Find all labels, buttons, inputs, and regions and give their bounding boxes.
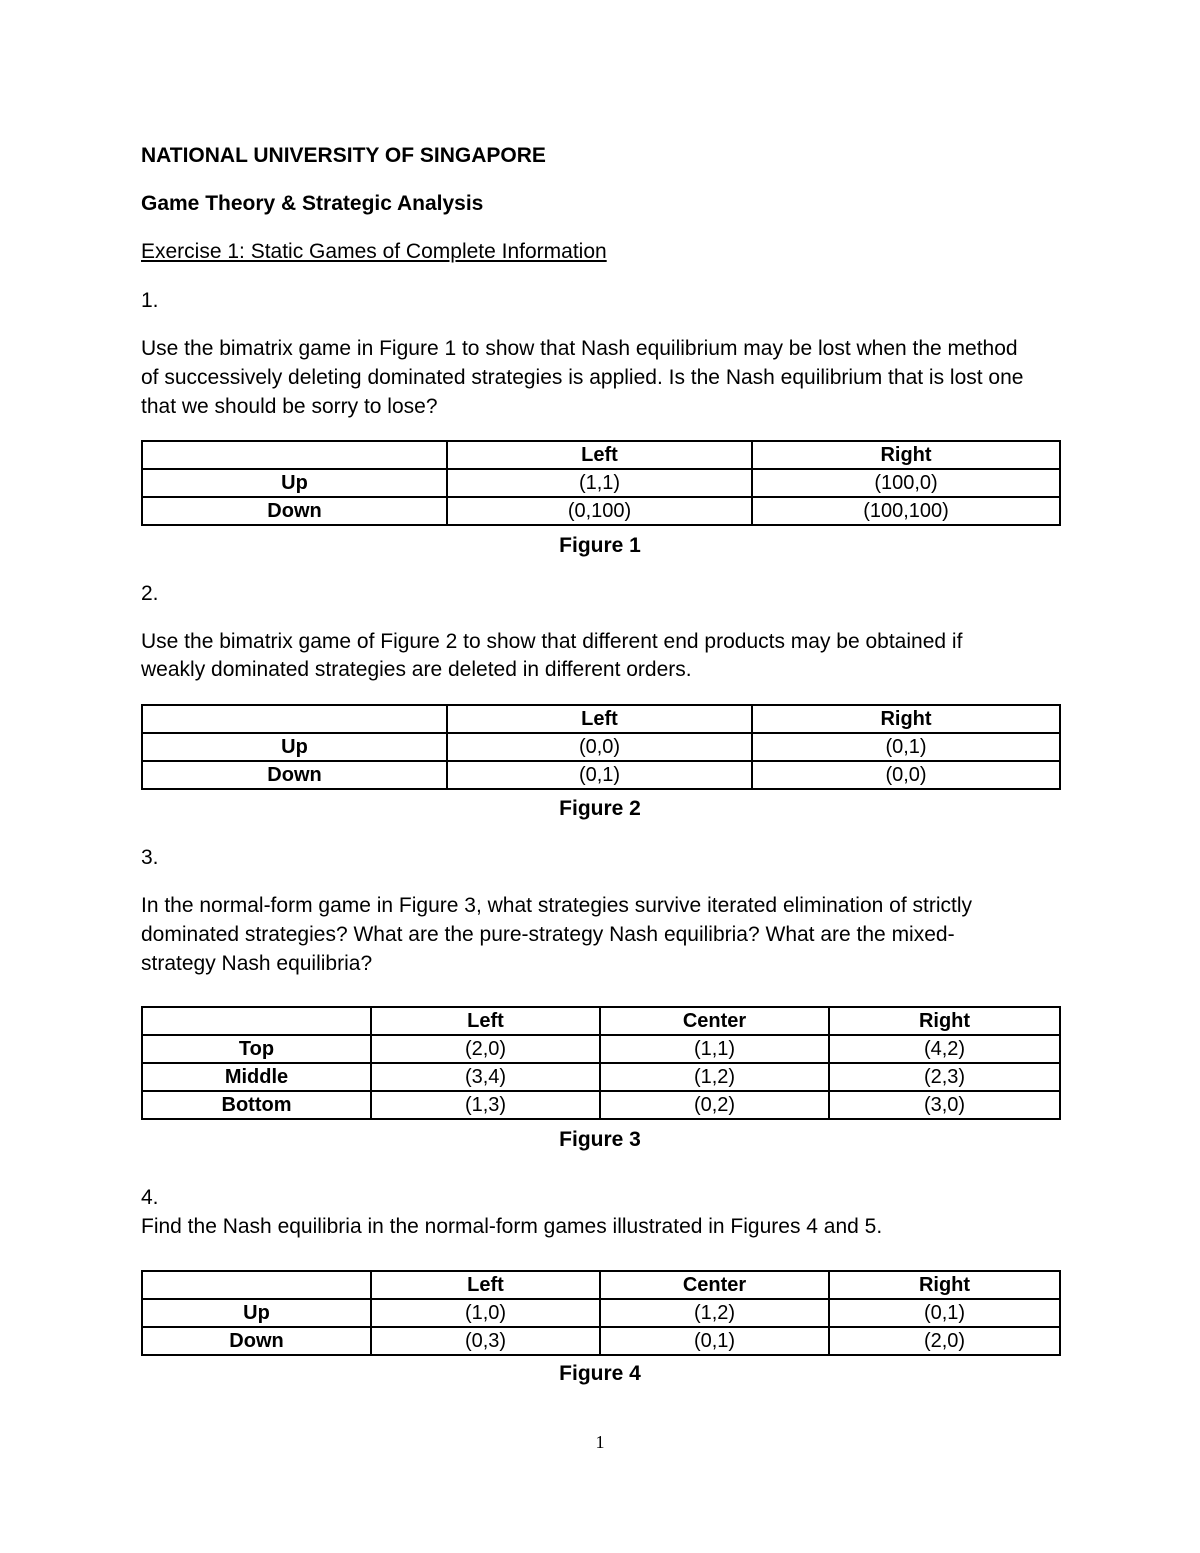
payoff-cell: (1,2) (600, 1299, 829, 1327)
table-header-row (142, 1007, 1060, 1035)
question-3-number: 3. (141, 846, 159, 869)
question-3-text-line: strategy Nash equilibria? (141, 952, 373, 975)
table-row (142, 1299, 1060, 1327)
table-row (142, 1091, 1060, 1119)
row-header: Top (142, 1035, 371, 1063)
payoff-cell: (2,0) (371, 1035, 600, 1063)
payoff-cell: (3,4) (371, 1063, 600, 1091)
row-header: Down (142, 1327, 371, 1355)
column-header: Left (447, 705, 752, 733)
payoff-cell: (0,0) (752, 761, 1060, 789)
table-row (142, 1063, 1060, 1091)
figure-3-caption: Figure 3 (559, 1128, 641, 1151)
column-header: Right (829, 1271, 1060, 1299)
row-header: Bottom (142, 1091, 371, 1119)
table-header-row (142, 1271, 1060, 1299)
question-4-number: 4. (141, 1186, 159, 1209)
payoff-cell: (1,1) (600, 1035, 829, 1063)
payoff-cell: (2,3) (829, 1063, 1060, 1091)
column-header: Left (447, 441, 752, 469)
course-title: Game Theory & Strategic Analysis (141, 192, 484, 215)
row-header: Down (142, 497, 447, 525)
column-header: Left (371, 1271, 600, 1299)
figure-3-table (141, 1006, 1061, 1120)
exercise-title: Exercise 1: Static Games of Complete Information (141, 240, 607, 263)
figure-4-caption: Figure 4 (559, 1362, 641, 1385)
figure-4-table (141, 1270, 1061, 1356)
figure-2-caption: Figure 2 (559, 797, 641, 820)
payoff-cell: (0,1) (829, 1299, 1060, 1327)
row-header: Up (142, 469, 447, 497)
question-4-text-line: Find the Nash equilibria in the normal-form games illustrated in Figures 4 and 5. (141, 1215, 883, 1238)
payoff-cell: (0,2) (600, 1091, 829, 1119)
question-2-text-line: weakly dominated strategies are deleted in different orders. (141, 658, 692, 681)
payoff-cell: (1,1) (447, 469, 752, 497)
figure-2-table (141, 704, 1061, 790)
table-row (142, 761, 1060, 789)
question-3-text-line: In the normal-form game in Figure 3, what strategies survive iterated elimination of strictly (141, 894, 973, 917)
row-header: Middle (142, 1063, 371, 1091)
payoff-cell: (0,1) (600, 1327, 829, 1355)
payoff-cell: (1,0) (371, 1299, 600, 1327)
payoff-cell: (0,100) (447, 497, 752, 525)
payoff-cell: (100,0) (752, 469, 1060, 497)
column-header: Left (371, 1007, 600, 1035)
table-row (142, 733, 1060, 761)
row-header: Up (142, 1299, 371, 1327)
table-row (142, 1327, 1060, 1355)
question-1-text-line: that we should be sorry to lose? (141, 395, 438, 418)
table-corner-cell (142, 705, 447, 733)
figure-1-table (141, 440, 1061, 526)
row-header: Down (142, 761, 447, 789)
question-3-text-line: dominated strategies? What are the pure-strategy Nash equilibria? What are the mixed- (141, 923, 955, 946)
question-1-text-line: of successively deleting dominated strategies is applied. Is the Nash equilibrium that is lost one (141, 366, 1024, 389)
page-number: 1 (595, 1432, 605, 1452)
table-corner-cell (142, 1271, 371, 1299)
question-1-number: 1. (141, 289, 159, 312)
table-row (142, 497, 1060, 525)
question-1-text-line: Use the bimatrix game in Figure 1 to show that Nash equilibrium may be lost when the method (141, 337, 1018, 360)
payoff-cell: (1,3) (371, 1091, 600, 1119)
payoff-cell: (0,0) (447, 733, 752, 761)
column-header: Right (752, 441, 1060, 469)
question-2-number: 2. (141, 582, 159, 605)
column-header: Center (600, 1007, 829, 1035)
row-header: Up (142, 733, 447, 761)
payoff-cell: (3,0) (829, 1091, 1060, 1119)
column-header: Center (600, 1271, 829, 1299)
figure-1-caption: Figure 1 (559, 534, 641, 557)
column-header: Right (752, 705, 1060, 733)
table-header-row (142, 441, 1060, 469)
table-corner-cell (142, 1007, 371, 1035)
table-corner-cell (142, 441, 447, 469)
question-2-text-line: Use the bimatrix game of Figure 2 to show that different end products may be obtained if (141, 630, 963, 653)
payoff-cell: (4,2) (829, 1035, 1060, 1063)
table-row (142, 1035, 1060, 1063)
payoff-cell: (2,0) (829, 1327, 1060, 1355)
institution-heading: NATIONAL UNIVERSITY OF SINGAPORE (141, 144, 546, 167)
payoff-cell: (100,100) (752, 497, 1060, 525)
payoff-cell: (0,1) (447, 761, 752, 789)
column-header: Right (829, 1007, 1060, 1035)
payoff-cell: (0,1) (752, 733, 1060, 761)
table-header-row (142, 705, 1060, 733)
payoff-cell: (1,2) (600, 1063, 829, 1091)
payoff-cell: (0,3) (371, 1327, 600, 1355)
table-row (142, 469, 1060, 497)
